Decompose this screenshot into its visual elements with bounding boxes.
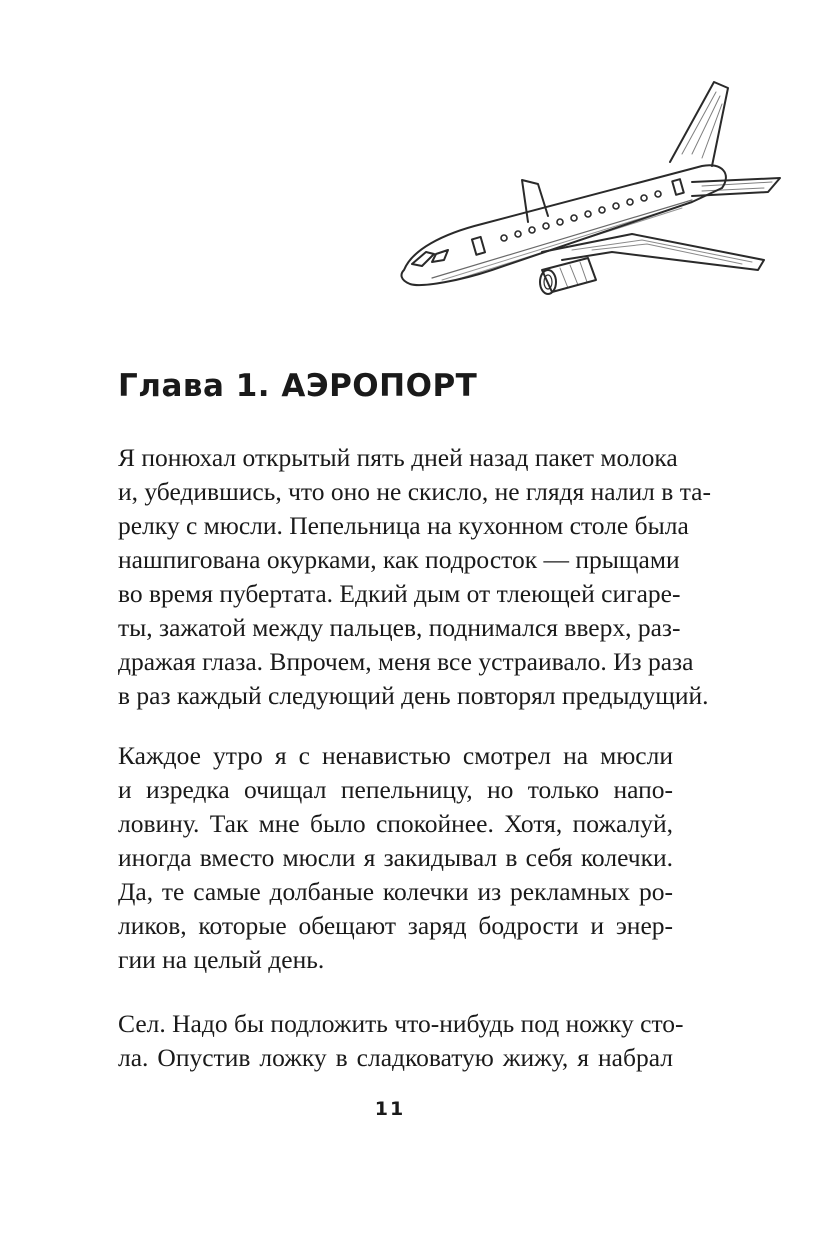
paragraph-line: Каждое утро я с ненавистью смотрел на мюсли <box>118 741 673 770</box>
paragraph-line: дражая глаза. Впрочем, меня все устраивало. Из раза <box>118 647 694 676</box>
page-number: 11 <box>374 1098 406 1120</box>
paragraph-line: релку с мюсли. Пепельница на кухонном столе была <box>118 511 689 540</box>
paragraph-line: в раз каждый следующий день повторял предыдущий. <box>118 681 709 710</box>
paragraph-line: ты, зажатой между пальцев, поднимался вверх, раз- <box>118 613 681 642</box>
airplane-sketch-icon <box>392 74 787 306</box>
paragraph-line: Да, те самые долбаные колечки из рекламных ро- <box>118 877 673 906</box>
paragraph-line: иногда вместо мюсли я закидывал в себя колечки. <box>118 843 673 872</box>
paragraph-line: во время пубертата. Едкий дым от тлеющей сигаре- <box>118 579 681 608</box>
paragraph-line: Я понюхал открытый пять дней назад пакет молока <box>118 443 678 472</box>
paragraph-line: ла. Опустив ложку в сладковатую жижу, я набрал <box>118 1043 673 1072</box>
chapter-title: Глава 1. АЭРОПОРТ <box>118 368 478 404</box>
paragraph-line: ликов, которые обещают заряд бодрости и энер- <box>118 911 673 940</box>
paragraph-line: нашпигована окурками, как подросток — прыщами <box>118 545 680 574</box>
paragraph-line: Сел. Надо бы подложить что-нибудь под ножку сто- <box>118 1009 684 1038</box>
paragraph-line: и, убедившись, что оно не скисло, не глядя налил в та- <box>118 477 711 506</box>
paragraph-line: и изредка очищал пепельницу, но только напо- <box>118 775 673 804</box>
paragraph-line: гии на целый день. <box>118 945 325 974</box>
paragraph-line: ловину. Так мне было спокойнее. Хотя, пожалуй, <box>118 809 673 838</box>
